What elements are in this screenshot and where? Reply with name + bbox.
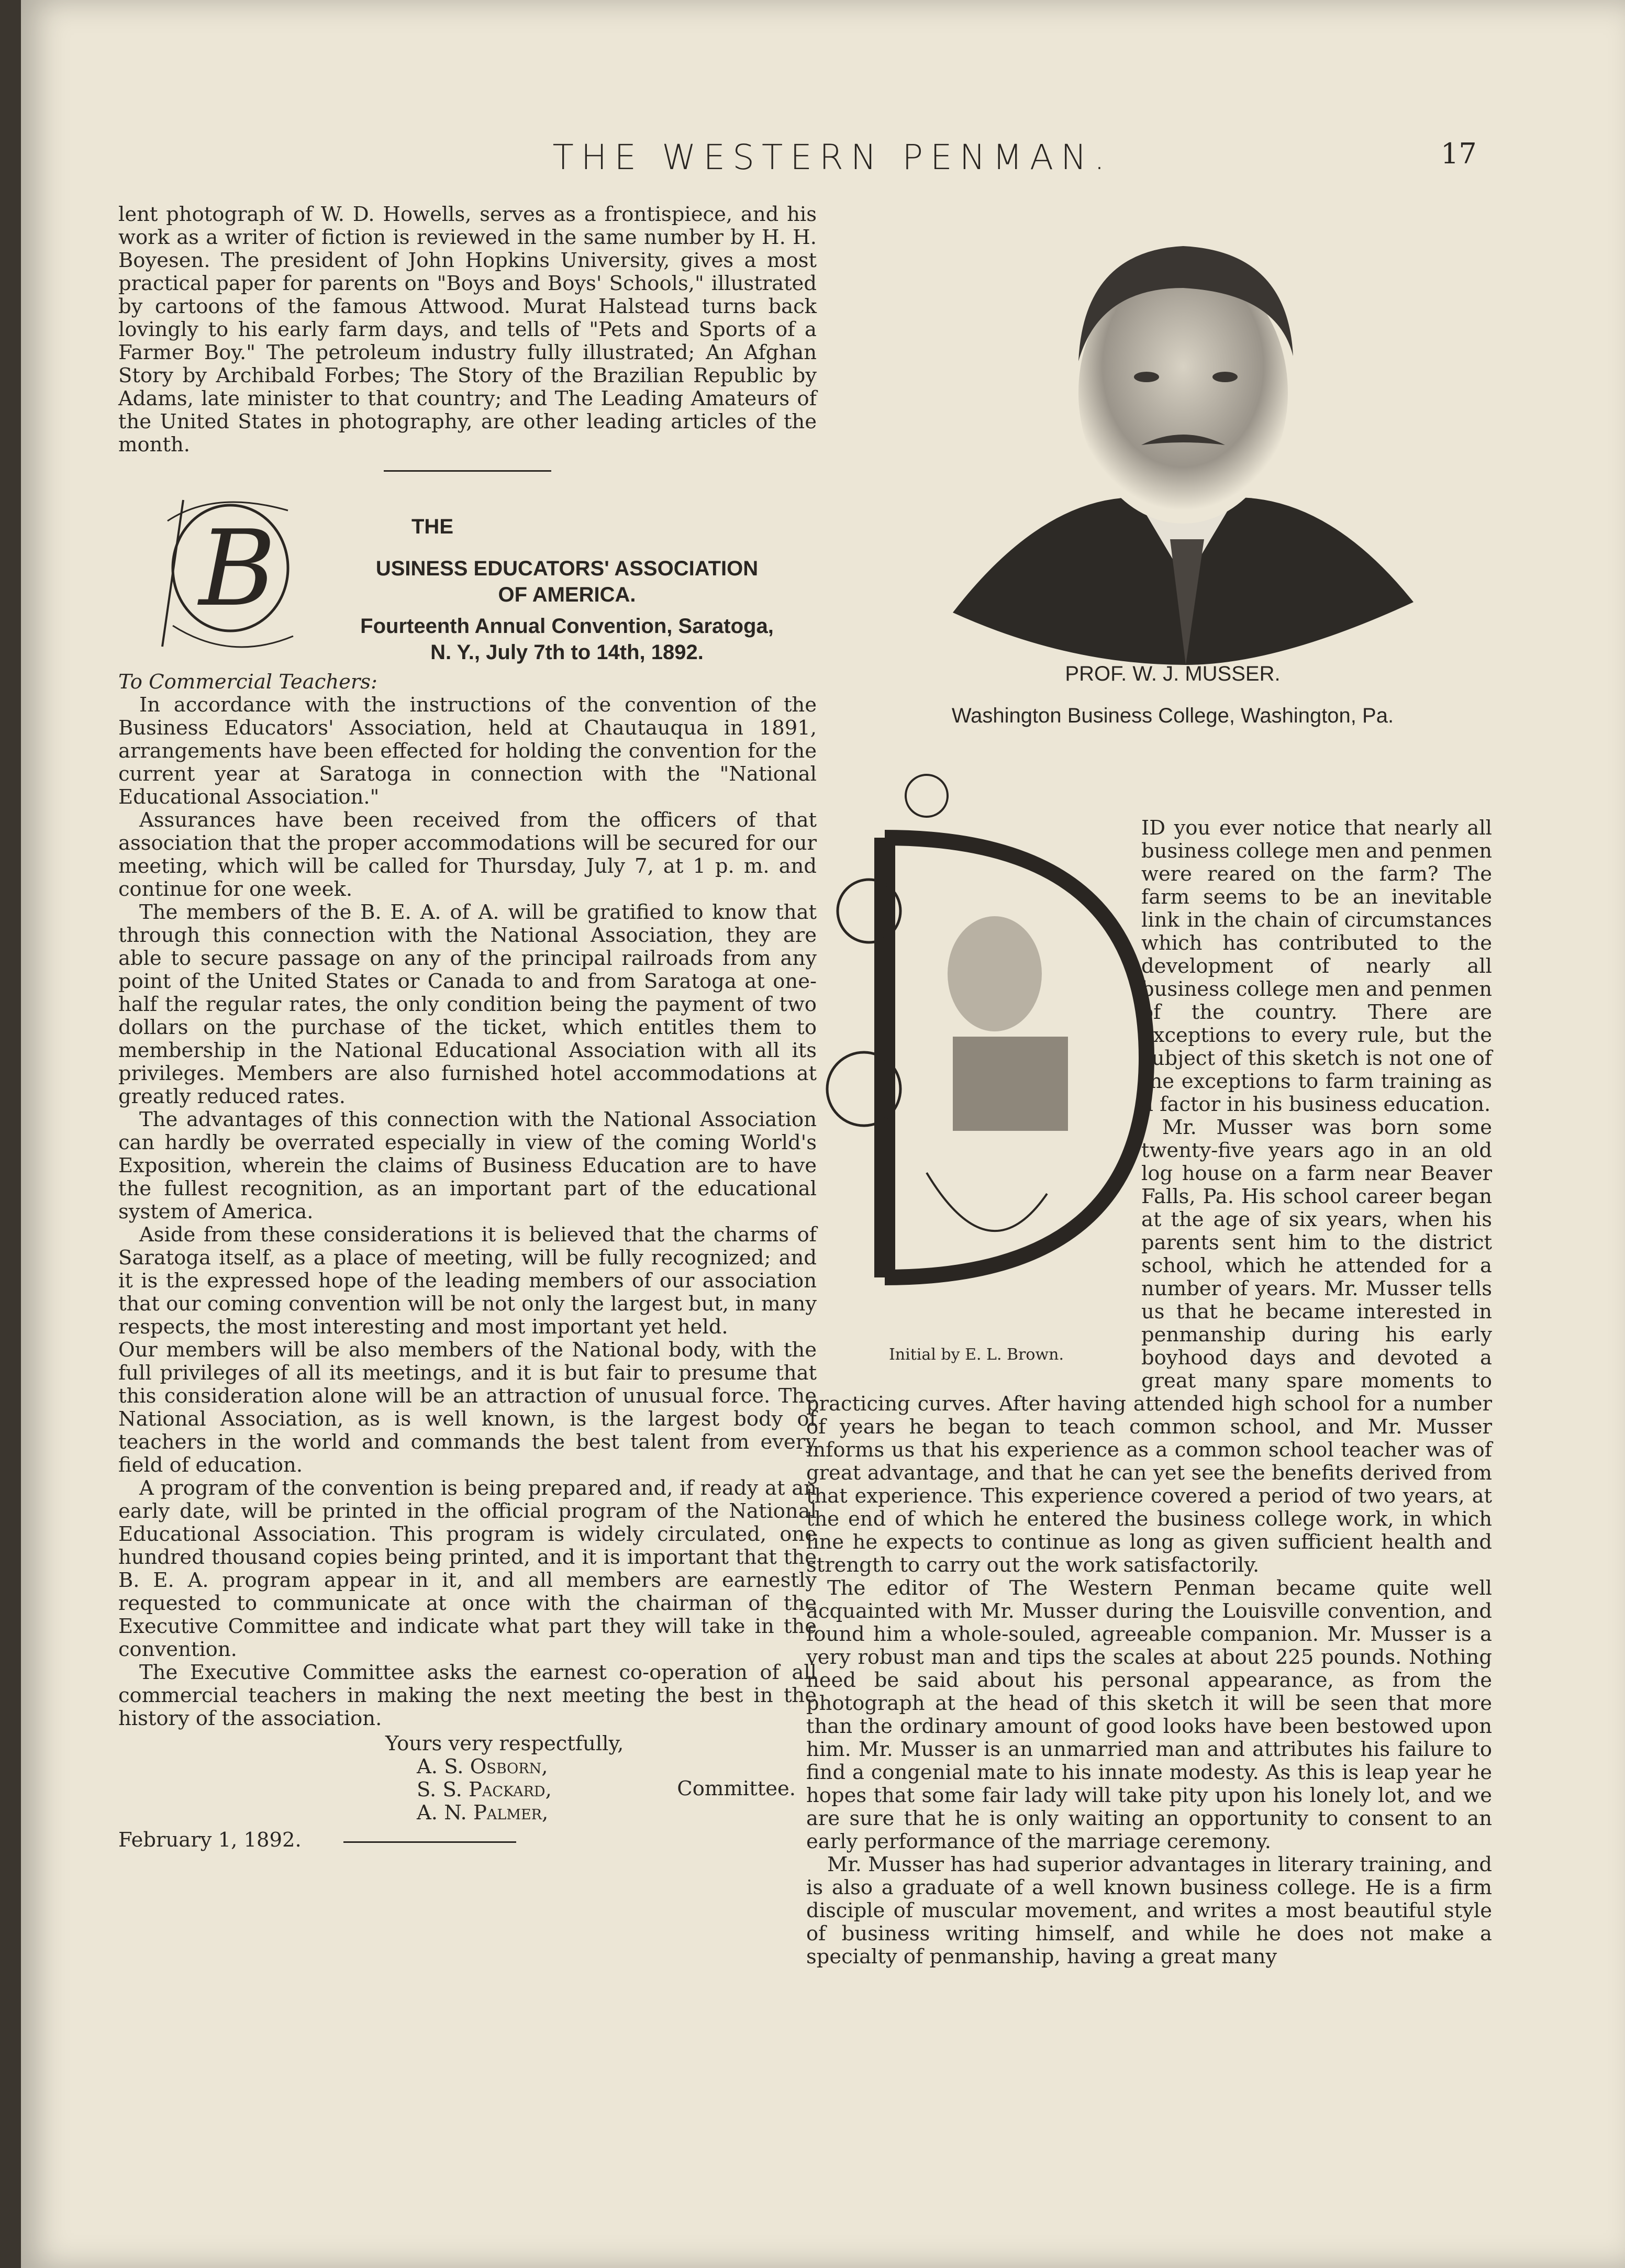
left-column	[118, 203, 817, 1852]
portrait-subcaption: Washington Business College, Washington, Pa.	[951, 704, 1394, 727]
page-number: 17	[1441, 137, 1477, 170]
section-divider	[384, 470, 551, 472]
subheading-line-1: Fourteenth Annual Convention, Saratoga,	[360, 615, 774, 638]
body-paragraph: ID you ever notice that nearly all business college men and penmen were reared on the farm? The farm seems to be an inevitable link in the chain of circumstances which has contributed to the development of nearly all business college men and penmen of the country. There are exceptions to every rule, but the subject of this sketch is not one of the exceptions to farm training as a factor in his business education.	[1141, 816, 1492, 1116]
closing: Yours very respectfully,	[385, 1732, 624, 1755]
magazine-page	[21, 0, 1625, 2268]
body-paragraph: A program of the convention is being prepared and, if ready at an early date, will be printed in the official program of the National Educational Association. This program is widely circulated, one hundred thousand copies being printed, and it is important that the B. E. A. program appear in it, and all members are earnestly requested to communicate at once with the chairman of the Executive Committee and indicate what part they will take in the convention.	[118, 1476, 817, 1661]
body-paragraph: Assurances have been received from the officers of that association that the proper accommodations will be secured for our meeting, which will be called for Thursday, July 7, at 1 p. m. and continue for one week.	[118, 808, 817, 901]
masthead-title: THE WESTERN PENMAN.	[552, 137, 1112, 177]
signatory: S. S. Packard,	[417, 1778, 552, 1802]
signatory: A. S. Osborn,	[417, 1755, 548, 1778]
portrait-engraving	[911, 204, 1461, 665]
body-paragraph: Aside from these considerations it is believed that the charms of Saratoga itself, as a place of meeting, will be fully recognized; and it is the expressed hope of the leading members of our association that our coming convention will be not only the largest but, in many respects, the most interesting and most important yet held.	[118, 1223, 817, 1339]
heading-line-1: USINESS EDUCATORS' ASSOCIATION	[375, 557, 759, 580]
body-paragraph: The Executive Committee asks the earnest co-operation of all commercial teachers in making the next meeting the best in the history of the association.	[118, 1661, 817, 1730]
intro-paragraph: lent photograph of W. D. Howells, serves as a frontispiece, and his work as a writer of fiction is reviewed in the same number by H. H. Boyesen. The president of John Hopkins University, gives a most practical paper for parents on "Boys and Boys' Schools," illustrated by cartoons of the famous Attwood. Murat Halstead turns back lovingly to his early farm days, and tells of "Pets and Sports of a Farmer Boy." The petroleum industry fully illustrated; An Afghan Story by Archibald Forbes; The Story of the Brazilian Republic by Adams, late minister to that country; and The Leading Amateurs of the United States in photography, are other leading articles of the month.	[118, 203, 817, 457]
subheading-line-2: N. Y., July 7th to 14th, 1892.	[430, 641, 704, 664]
body-paragraph: The members of the B. E. A. of A. will be gratified to know that through this connection with the National Association, they are able to secure passage on any of the principal railroads from any point of the United States or Canada to and from Saratoga at one-half the regular rates, the only condition being the payment of two dollars on the purchase of the ticket, which entitles them to membership in the National Educational Association with all its privileges. Members are also furnished hotel accommodations at greatly reduced rates.	[118, 900, 817, 1108]
letter-date: February 1, 1892.	[118, 1828, 302, 1852]
body-paragraph: The advantages of this connection with the National Association can hardly be overrated especially in view of the coming World's Exposition, wherein the claims of Business Education are to have the fullest recognition, as an important part of the educational system of America.	[118, 1108, 817, 1224]
salutation: To Commercial Teachers:	[118, 670, 378, 694]
svg-text:B: B	[199, 508, 276, 630]
body-paragraph: Mr. Musser has had superior advantages in literary training, and is also a graduate of a well known business college. He is a firm disciple of muscular movement, and writes a most beautiful style of business writing himself, and while he does not make a specialty of penmanship, having a great many	[806, 1853, 1492, 1969]
initial-credit: Initial by E. L. Brown.	[888, 1346, 1064, 1364]
body-paragraph: Our members will be also members of the National body, with the full privileges of all its meetings, and it is but fair to presume that this consideration alone will be an attraction of unusual force. The National Association, as is well known, is the largest body of teachers in the world and commands the best talent from every field of education.	[118, 1338, 817, 1477]
association-heading	[118, 514, 817, 665]
right-column	[806, 817, 1492, 1969]
heading-line-2: OF AMERICA.	[498, 583, 636, 606]
heading-the: THE	[411, 515, 453, 538]
committee-label: Committee.	[677, 1777, 796, 1800]
body-paragraph: In accordance with the instructions of the convention of the Business Educators' Association, held at Chautauqua in 1891, arrangements have been effected for holding the convention for the current year at Saratoga in connection with the "National Educational Association."	[118, 693, 817, 809]
body-paragraph: The editor of The Western Penman became quite well acquainted with Mr. Musser during the Louisville convention, and found him a whole-souled, agreeable companion. Mr. Musser is a very robust man and tips the scales at about 225 pounds. Nothing need be said about his personal appearance, as from the photograph at the head of this sketch it will be seen that more than the ordinary amount of good looks have been bestowed upon him. Mr. Musser is an unmarried man and attributes his failure to find a congenial mate to his innate modesty. As this is leap year he hopes that some fair lady will take pity upon his lonely lot, and we are sure that he is only waiting an opportunity to consent to an early performance of the marriage ceremony.	[806, 1576, 1492, 1853]
initial-float-space	[806, 817, 1141, 1372]
body-paragraph: Mr. Musser was born some twenty-five years ago in an old log house on a farm near Beaver Falls, Pa. His school career began at the age of six years, when his parents sent him to the district school, which he attended for a number of years. Mr. Musser tells us that he became interested in penmanship during his early boyhood days and devoted a great many spare moments to practicing curves. After having attended high school for a number of years he began to teach common school, and Mr. Musser informs us that his experience as a common school teacher was of great advantage, and that he can yet see the benefits derived from that experience. This experience covered a period of two years, at the end of which he entered the business college work, in which line he expects to continue as long as given sufficient health and strength to carry out the work satisfactorily.	[806, 1116, 1492, 1577]
portrait-caption: PROF. W. J. MUSSER.	[1065, 662, 1281, 685]
signatory: A. N. Palmer,	[417, 1801, 549, 1825]
